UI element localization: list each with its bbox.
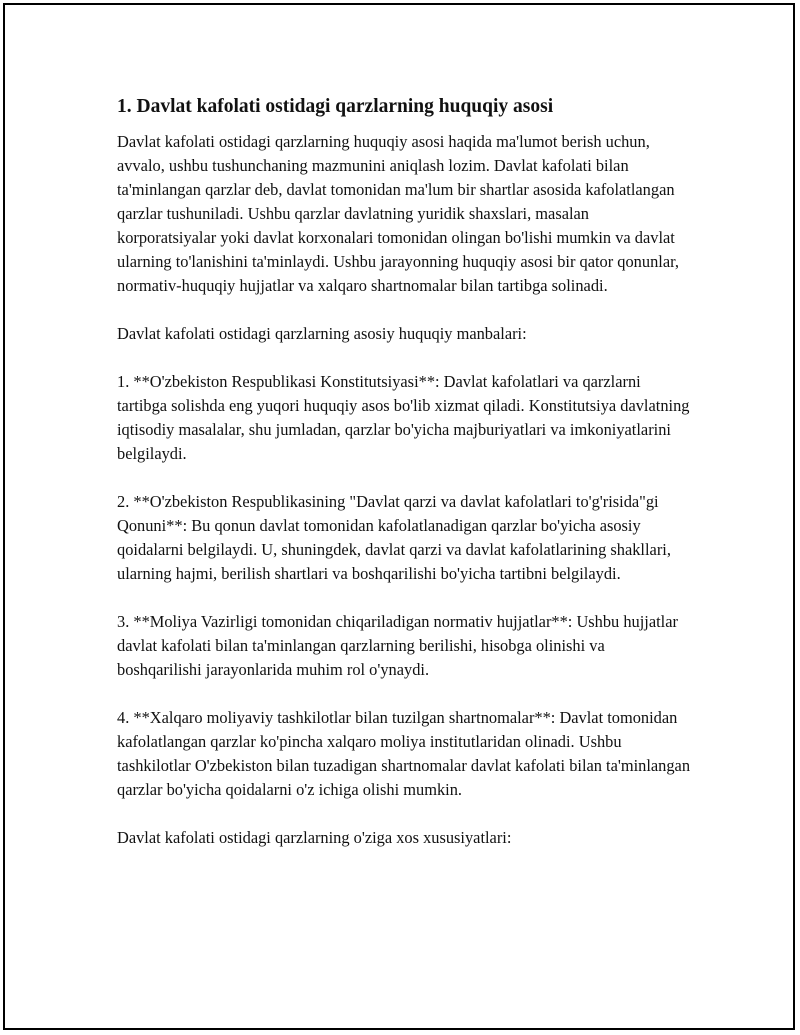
intro-paragraph: Davlat kafolati ostidagi qarzlarning huquqiy asosi haqida ma'lumot berish uchun, avvalo, ushbu tushunchaning mazmunini aniqlash lozim. Davlat kafolati bilan ta'minlangan qarzlar deb, davlat tomonidan ma'lum bir shartlar asosida kafolatlangan qarzlar tushuniladi. Ushbu qarzlar davlatning yuridik shaxslari, masalan korporatsiyalar yoki davlat korxonalari tomonidan olingan bo'lishi mumkin va davlat ularning to'lanishini ta'minlaydi. Ushbu jarayonning huquqiy asosi bir qator qonunlar, normativ-huquqiy hujjatlar va xalqaro shartnomalar bilan tartibga solinadi. <box>117 132 679 295</box>
list-item-ministry-documents: 3. **Moliya Vazirligi tomonidan chiqariladigan normativ hujjatlar**: Ushbu hujjatlar davlat kafolati bilan ta'minlangan qarzlarning berilishi, hisobga olinishi va boshqarilishi jarayonlarida muhim rol o'ynaydi. <box>117 612 678 679</box>
list-item-constitution: 1. **O'zbekiston Respublikasi Konstitutsiyasi**: Davlat kafolatlari va qarzlarni tartibga solishda eng yuqori huquqiy asos bo'lib xizmat qiladi. Konstitutsiya davlatning iqtisodiy masalalar, shu jumladan, qarzlar bo'yicha majburiyatlari va imkoniyatlarini belgilaydi. <box>117 372 690 463</box>
list-item-state-debt-law: 2. **O'zbekiston Respublikasining "Davlat qarzi va davlat kafolatlari to'g'risida"gi Qonuni**: Bu qonun davlat tomonidan kafolatlanadigan qarzlar bo'yicha asosiy qoidalarni belgilaydi. U, shuningdek, davlat qarzi va davlat kafolatlarining shakllari, ularning hajmi, berilish shartlari va boshqarilishi bo'yicha tartibni belgilaydi. <box>117 492 671 583</box>
features-intro-paragraph: Davlat kafolati ostidagi qarzlarning o'ziga xos xususiyatlari: <box>117 828 512 847</box>
section-heading: 1. Davlat kafolati ostidagi qarzlarning huquqiy asosi <box>117 96 554 117</box>
document-body <box>117 94 692 874</box>
sources-intro-paragraph: Davlat kafolati ostidagi qarzlarning asosiy huquqiy manbalari: <box>117 324 527 343</box>
list-item-international-agreements: 4. **Xalqaro moliyaviy tashkilotlar bilan tuzilgan shartnomalar**: Davlat tomonidan kafolatlangan qarzlar ko'pincha xalqaro moliya institutlaridan olinadi. Ushbu tashkilotlar O'zbekiston bilan tuzadigan shartnomalar davlat kafolati bilan ta'minlangan qarzlar bo'yicha qoidalarni o'z ichiga olishi mumkin. <box>117 708 691 799</box>
